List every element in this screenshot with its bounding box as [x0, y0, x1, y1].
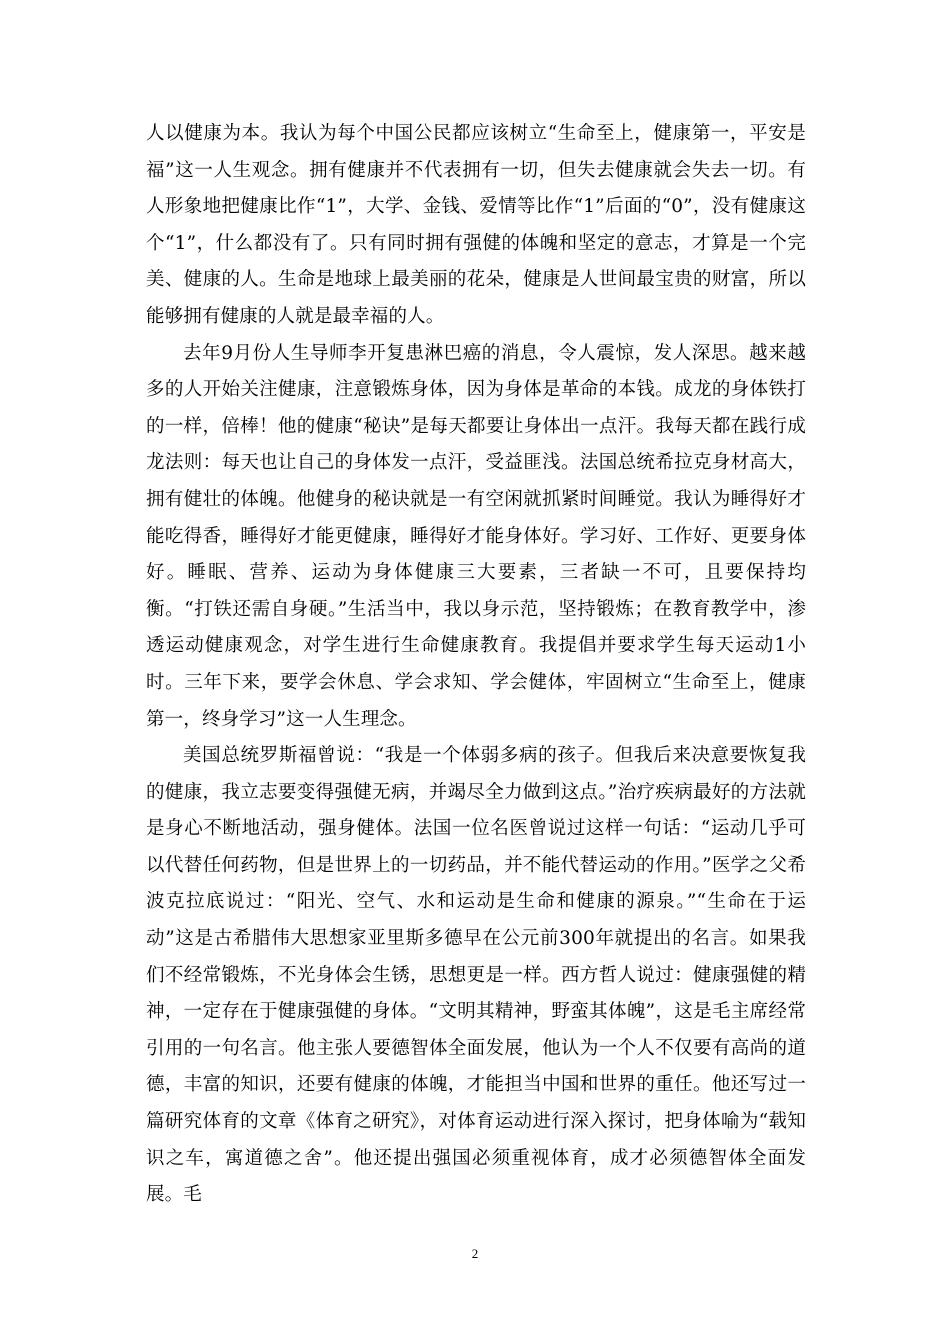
paragraph-health-habits: 去年9月份人生导师李开复患淋巴癌的消息，令人震惊，发人深思。越来越多的人开始关注健康，注意锻炼身体，因为身体是革命的本钱。成龙的身体铁打的一样，倍棒！他的健康“秘诀”是每天都要让身体出一点汗。我每天都在践行成龙法则：每天也让自己的身体发一点汗，受益匪浅。法国总统希拉克身材高大，拥有健壮的体魄。他健身的秘诀就是一有空闲就抓紧时间睡觉。我认为睡得好才能吃得香，睡得好才能更健康，睡得好才能身体好。学习好、工作好、更要身体好。睡眠、营养、运动为身体健康三大要素，三者缺一不可，且要保持均衡。“打铁还需自身硬。”生活当中，我以身示范，坚持锻炼；在教育教学中，渗透运动健康观念，对学生进行生命健康教育。我提倡并要求学生每天运动1小时。三年下来，要学会休息、学会求知、学会健体，牢固树立“生命至上，健康第一，终身学习”这一人生理念。: [146, 342, 806, 730]
paragraph-exercise-quotes: 美国总统罗斯福曾说：“我是一个体弱多病的孩子。但我后来决意要恢复我的健康，我立志要变得强健无病，并竭尽全力做到这点。”治疗疾病最好的方法就是身心不断地活动，强身健体。法国一位名医曾说过这样一句话：“运动几乎可以代替任何药物，但是世界上的一切药品，并不能代替运动的作用。”医学之父希波克拉底说过：“阳光、空气、水和运动是生命和健康的源泉。”“生命在于运动”这是古希腊伟大思想家亚里斯多德早在公元前300年就提出的名言。如果我们不经常锻炼，不光身体会生锈，思想更是一样。西方哲人说过：健康强健的精神，一定存在于健康强健的身体。“文明其精神，野蛮其体魄”，这是毛主席经常引用的一句名言。他主张人要德智体全面发展，他认为一个人不仅要有高尚的道德，丰富的知识，还要有健康的体魄，才能担当中国和世界的重任。他还写过一篇研究体育的文章《体育之研究》，对体育运动进行深入探讨，把身体喻为“载知识之车，寓道德之舍”。他还提出强国必须重视体育，成才必须德智体全面发展。毛: [146, 745, 806, 1206]
paragraph-continuation: 人以健康为本。我认为每个中国公民都应该树立“生命至上，健康第一，平安是福”这一人生观念。拥有健康并不代表拥有一切，但失去健康就会失去一切。有人形象地把健康比作“1”，大学、金钱、爱情等比作“1”后面的“0”，没有健康这个“1”，什么都没有了。只有同时拥有强健的体魄和坚定的意志，才算是一个完美、健康的人。生命是地球上最美丽的花朵，健康是人世间最宝贵的财富，所以能够拥有健康的人就是最幸福的人。: [146, 123, 806, 327]
body-text: [146, 116, 806, 1214]
page-number: 2: [471, 1246, 479, 1261]
